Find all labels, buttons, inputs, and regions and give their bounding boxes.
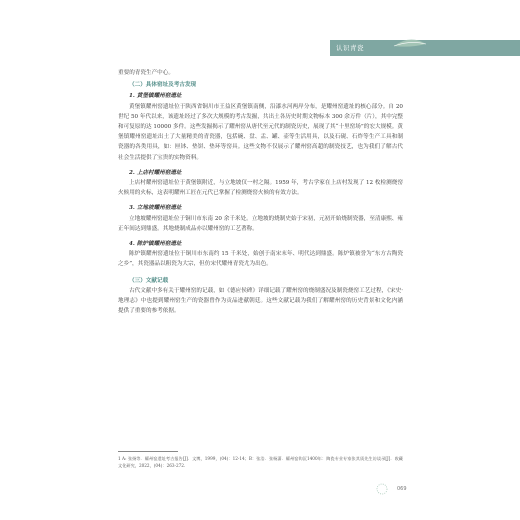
site-heading-shangdian: 2. 上店村耀州窑遗址 [129,169,182,176]
site-paragraph-shangdian: 上店村耀州窑遗址位于黄堡镇附近，与立地坡仅一村之隔。1959 年，考古学家在上店村发现了 12 枚检测烧窑火候用的火标，这表明耀州工匠在元代已掌握了检测烧窑火候的有效方法。 [118,180,403,197]
section-heading-sites: （二）具体窑址及考古发现 [129,82,197,89]
footnote [118,455,403,469]
footnote-divider [118,451,178,452]
site-heading-huangbao: 1. 黄堡镇耀州窑遗址 [129,93,182,100]
site-heading-lidipo: 3. 立地坡耀州窑遗址 [129,205,182,212]
footnote-text: 1 A: 张扬等．耀州窑遗址考古报告[J]．文博，1999，(04)：12-14；B：张浩．张杨潇．耀州窑钩沉1400年：陶瓷专业专家张其质先生访谈录[J]．收藏文化研究，2022，(04)：263-272. [118,456,403,468]
running-header: 认识青瓷 [336,44,364,52]
site-paragraph-lidipo: 立地坡耀州窑遗址位于铜川市东南 20 余千米处。立地坡的烧制史始于宋初，元初开始烧制瓷器，至清康熙、雍正年间达到鼎盛。其地烧制成品亦以耀州窑的工艺著称。 [118,215,403,232]
site-heading-chenlu: 4. 陈炉镇耀州窑遗址 [129,241,182,248]
intro-paragraph: 重要的青瓷生产中心。 [118,70,174,76]
section-heading-literature: （三）文献记载 [129,277,169,284]
dots-ornament-icon [372,483,392,495]
site-paragraph-chenlu: 陈炉镇耀州窑遗址位于铜川市东南约 15 千米处，始创于南宋末年、明代达到鼎盛。陈炉镇被誉为“东方古陶瓷之乡”，其瓷器品以粗瓷为大宗，但仿宋代耀州青瓷尤为出色。 [118,251,403,268]
page-number: 069 [397,486,407,492]
literature-paragraph: 古代文献中多有关于耀州窑的记载，如《德应侯碑》详细记载了耀州窑的烧制盛况及制瓷烧窑工艺过程，《宋史·地理志》中也提到耀州窑生产的瓷器曾作为贡品进献朝廷。这些文献记载为我们了解耀州窑的历史背景和文化内涵提供了重要的参考依据。 [118,287,403,315]
site-paragraph-huangbao: 黄堡镇耀州窑遗址位于陕西省铜川市王益区黄堡镇南侧，沿漆水河两岸分布，是耀州窑遗址的核心部分。自 20 世纪 50 年代以来，该遗址经过了多次大规模的考古发掘，共出土各历史时期文物标本 300 余万件（片），其中完整和可复原的达 10000 多件。这些发掘揭示了耀州窑从唐代至元代的制瓷历史，展现了其“十里窑场”的宏大规模。黄堡镇耀州窑遗址出土了大量精美的青瓷器，包括碗、盘、盂、罐、壶等生活用具，以及石砚、石炸等生产工具和制瓷器的各类用具，如：匣钵、垫饼、垫环等窑具。这些文物不仅展示了耀州窑高超的制瓷技艺，也为我们了解古代社会生活提供了宝贵的实物资料。 [118,103,404,161]
leaf-ornament-icon [392,34,428,50]
page-body [118,68,403,316]
